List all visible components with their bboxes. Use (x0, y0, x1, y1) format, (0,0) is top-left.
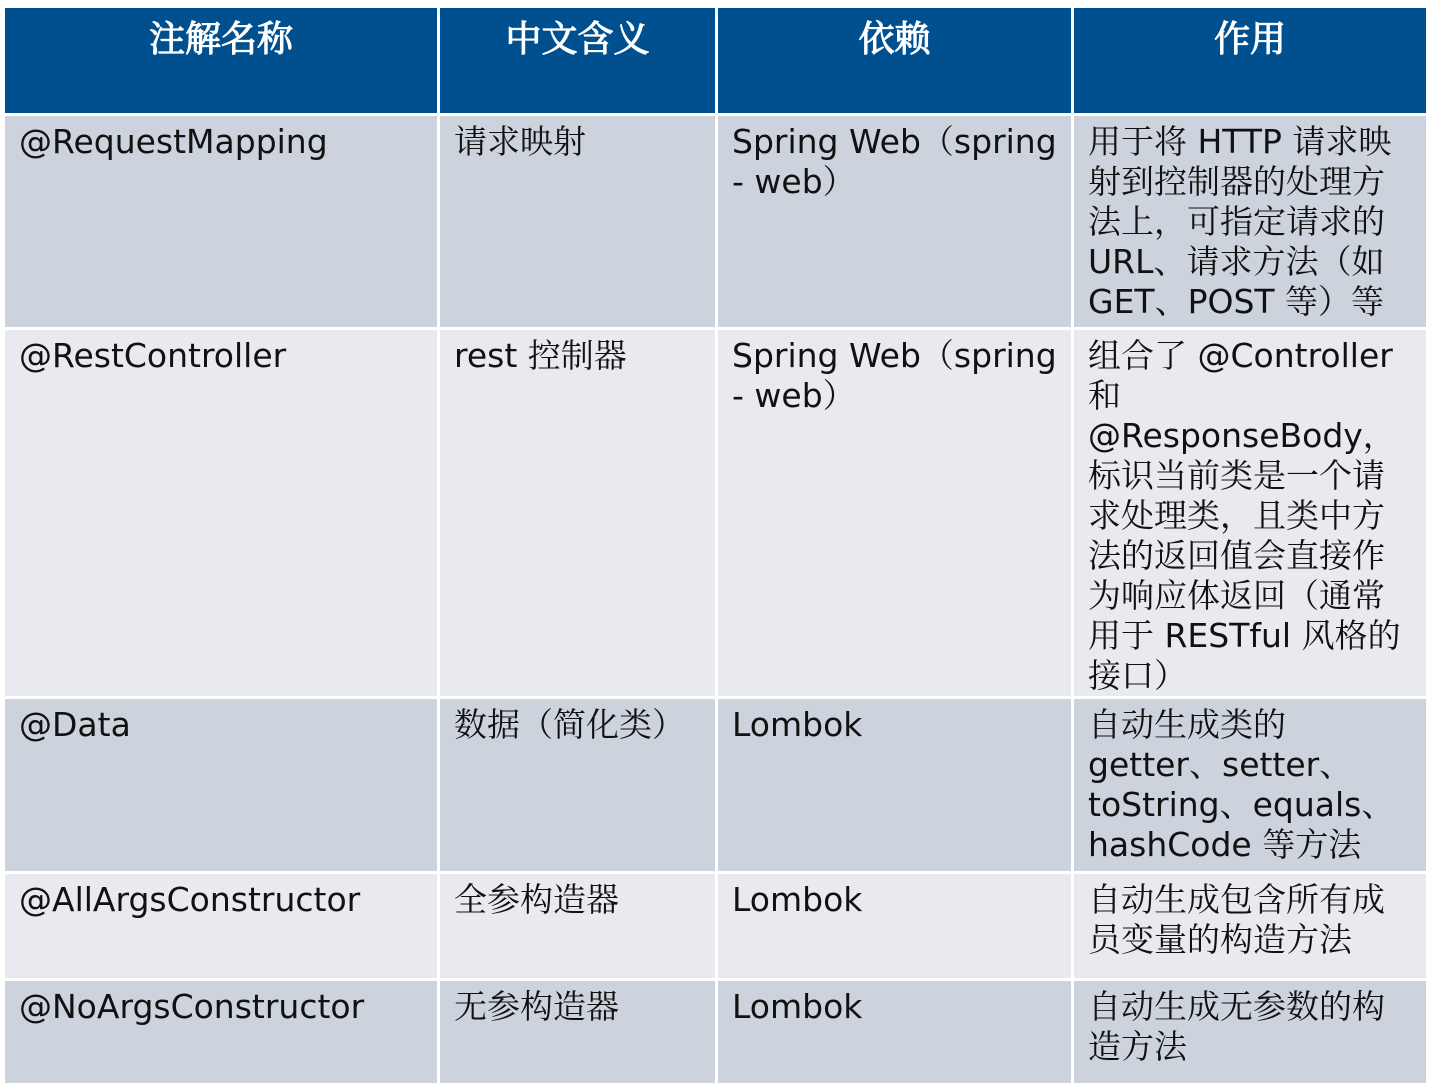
header-dependency: 依赖 (717, 7, 1073, 115)
table-row (4, 329, 1428, 698)
header-purpose: 作用 (1073, 7, 1428, 115)
cell-purpose: 自动生成类的 getter、setter、toString、equals、hashCode 等方法 (1073, 698, 1428, 873)
cell-purpose: 用于将 HTTP 请求映射到控制器的处理方法上，可指定请求的 URL、请求方法（如 GET、POST 等）等 (1073, 115, 1428, 329)
cell-dependency: Spring Web（spring - web） (717, 329, 1073, 698)
header-row (4, 7, 1428, 115)
header-annotation-name: 注解名称 (4, 7, 439, 115)
table-row (4, 980, 1428, 1085)
table-row (4, 115, 1428, 329)
table-row (4, 698, 1428, 873)
cell-dependency: Spring Web（spring - web） (717, 115, 1073, 329)
cell-annotation-name: @NoArgsConstructor (4, 980, 439, 1085)
cell-annotation-name: @RequestMapping (4, 115, 439, 329)
cell-chinese-meaning: 请求映射 (439, 115, 717, 329)
cell-purpose: 自动生成包含所有成员变量的构造方法 (1073, 873, 1428, 980)
cell-annotation-name: @RestController (4, 329, 439, 698)
cell-dependency: Lombok (717, 980, 1073, 1085)
cell-dependency: Lombok (717, 873, 1073, 980)
cell-annotation-name: @Data (4, 698, 439, 873)
cell-purpose: 自动生成无参数的构造方法 (1073, 980, 1428, 1085)
cell-chinese-meaning: rest 控制器 (439, 329, 717, 698)
annotation-table (2, 5, 1429, 1086)
cell-annotation-name: @AllArgsConstructor (4, 873, 439, 980)
cell-chinese-meaning: 数据（简化类） (439, 698, 717, 873)
cell-dependency: Lombok (717, 698, 1073, 873)
header-chinese-meaning: 中文含义 (439, 7, 717, 115)
cell-chinese-meaning: 无参构造器 (439, 980, 717, 1085)
table-row (4, 873, 1428, 980)
cell-chinese-meaning: 全参构造器 (439, 873, 717, 980)
cell-purpose: 组合了 @Controller 和 @ResponseBody，标识当前类是一个请求处理类，且类中方法的返回值会直接作为响应体返回（通常用于 RESTful 风格的接口） (1073, 329, 1428, 698)
